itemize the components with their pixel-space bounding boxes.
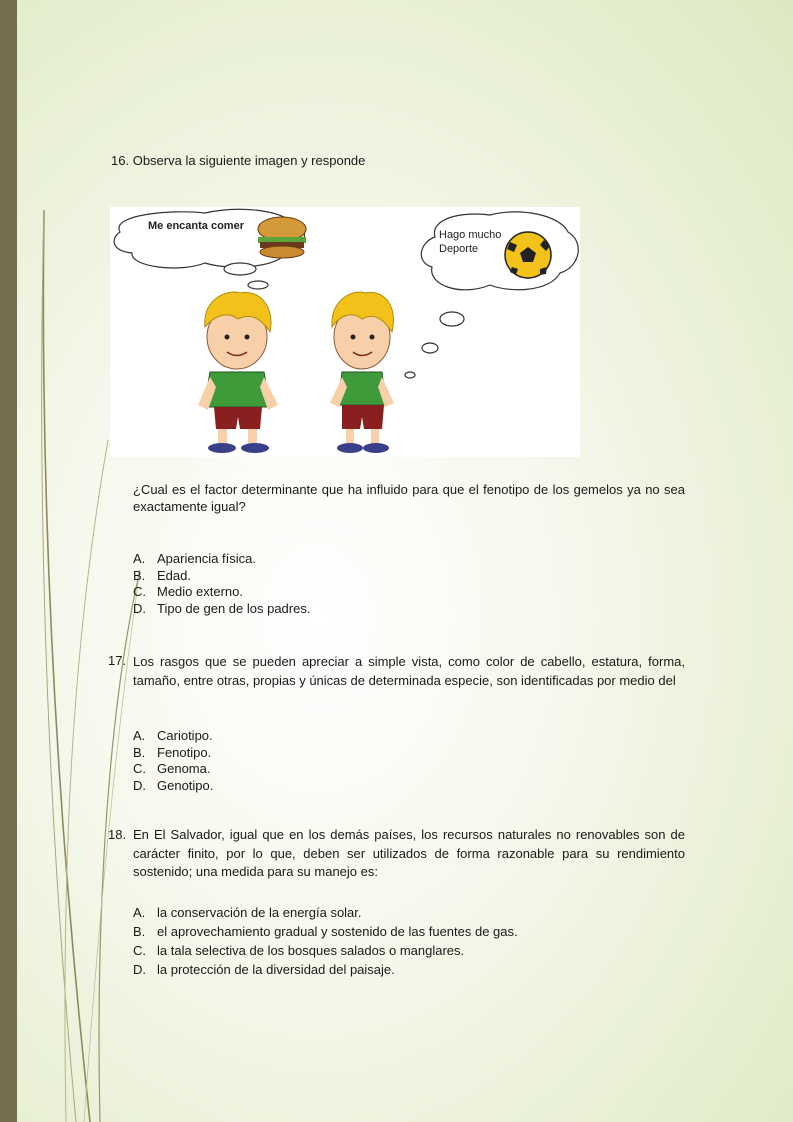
option[interactable]: A. Apariencia física. [133,551,256,566]
question-16-title [111,153,365,169]
option[interactable]: B. Fenotipo. [133,744,212,760]
question-17-text: Los rasgos que se pueden apreciar a simple vista, como color de cabello, estatura, forma, tamaño, entre otras, propias y únicas de determinada especie, son identificadas por medio del [133,654,685,688]
question-18-text: En El Salvador, igual que en los demás países, los recursos naturales no renovables son de carácter finito, por lo que, deben ser utilizados de forma razonable para su rendimiento sostenido; una medida para su manejo es: [133,827,685,879]
right-twin-boy [330,292,394,453]
question-number: 16. [111,153,130,168]
question-16-text: ¿Cual es el factor determinante que ha influido para que el fenotipo de los gemelos ya no sea exactamente igual? [133,482,685,514]
hamburger-icon [258,217,306,258]
option[interactable]: C. Medio externo. [133,584,243,599]
option[interactable]: B. Edad. [133,567,191,583]
option[interactable]: D. Tipo de gen de los padres. [133,600,311,616]
option[interactable]: D. la protección de la diversidad del paisaje. [133,962,395,977]
soccer-ball-icon [505,232,551,278]
option[interactable]: B. el aprovechamiento gradual y sostenido de las fuentes de gas. [133,924,518,939]
option[interactable]: A. Cariotipo. [133,728,213,743]
question-17-number: 17. [108,653,127,668]
bubble-right-line2: Deporte [439,243,479,255]
bubble-right-line1: Hago mucho [439,229,502,241]
bubble-left-text: Me encanta comer [148,220,244,232]
option[interactable]: C. la tala selectiva de los bosques salados o manglares. [133,943,465,958]
left-twin-boy [198,292,278,453]
question-title: Observa la siguiente imagen y responde [132,153,366,168]
option[interactable]: C. Genoma. [133,761,211,776]
question-17-options [133,728,213,794]
twins-illustration [110,207,580,457]
option[interactable]: A. la conservación de la energía solar. [133,905,362,920]
question-16-options [133,551,310,617]
option[interactable]: D. Genotipo. [133,777,214,793]
question-18-options [133,903,518,979]
question-18-number: 18. [108,827,127,842]
